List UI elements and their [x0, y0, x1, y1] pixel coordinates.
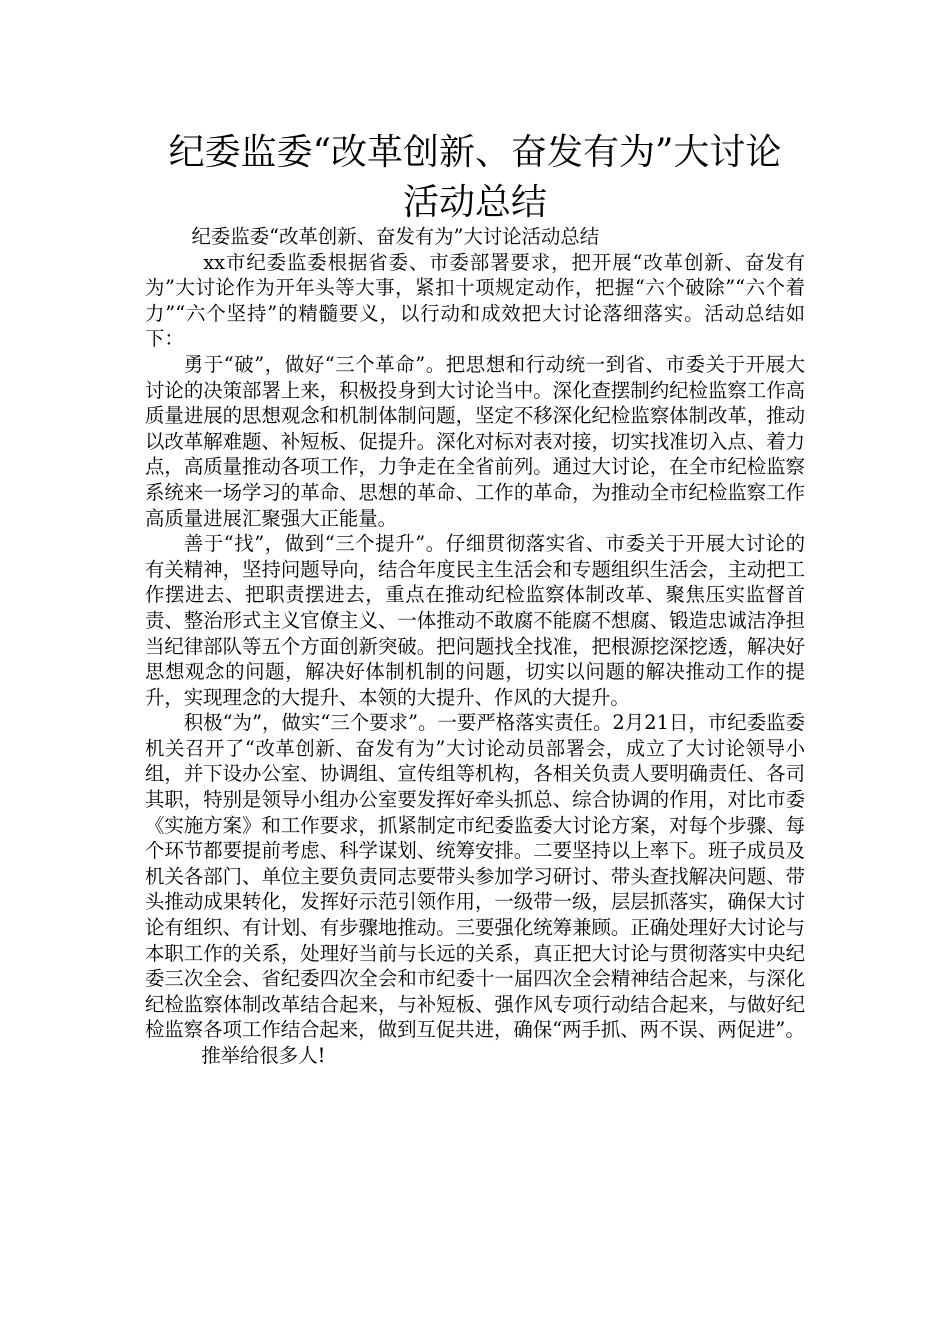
title-line-1: 纪委监委“改革创新、奋发有为”大讨论: [168, 132, 782, 173]
paragraph-wei: 积极“为”，做实“三个要求”。一要严格落实责任。2月21日，市纪委监委机关召开了“改革创新、奋发有为”大讨论动员部署会，成立了大讨论领导小组，并下设办公室、协调组、宣传组等机构，各相关负责人要明确责任、各司其职，特别是领导小组办公室要发挥好牵头抓总、综合协调的作用，对比市委《实施方案》和工作要求，抓紧制定市纪委监委大讨论方案，对每个步骤、每个环节都要提前考虑、科学谋划、统筹安排。二要坚持以上率下。班子成员及机关各部门、单位主要负责同志要带头参加学习研讨、带头查找解决问题、带头推动成果转化，发挥好示范引领作用，一级带一级，层层抓落实，确保大讨论有组织、有计划、有步骤地推动。三要强化统筹兼顾。正确处理好大讨论与本职工作的关系，处理好当前与长远的关系，真正把大讨论与贯彻落实中央纪委三次全会、省纪委四次全会和市纪委十一届四次全会精神结合起来，与深化纪检监察体制改革结合起来，与补短板、强作风专项行动结合起来，与做好纪检监察各项工作结合起来，做到互促共进，确保“两手抓、两不误、两促进”。: [145, 711, 805, 1042]
paragraph-intro: xx市纪委监委根据省委、市委部署要求，把开展“改革创新、奋发有为”大讨论作为开年头等大事，紧扣十项规定动作，把握“六个破除”“六个着力”“六个坚持”的精髓要义，以行动和成效把大讨论落细落实。活动总结如下：: [145, 250, 805, 351]
document-title: [145, 128, 805, 228]
paragraph-po: 勇于“破”，做好“三个革命”。把思想和行动统一到省、市委关于开展大讨论的决策部署上来，积极投身到大讨论当中。深化查摆制约纪检监察工作高质量进展的思想观念和机制体制问题，坚定不移深化纪检监察体制改革，推动以改革解难题、补短板、促提升。深化对标对表对接，切实找准切入点、着力点，高质量推动各项工作，力争走在全省前列。通过大讨论，在全市纪检监察系统来一场学习的革命、思想的革命、工作的革命，为推动全市纪检监察工作高质量进展汇聚强大正能量。: [145, 352, 805, 530]
document-subtitle: 纪委监委“改革创新、奋发有为”大讨论活动总结: [191, 225, 600, 248]
paragraph-zhao: 善于“找”，做到“三个提升”。仔细贯彻落实省、市委关于开展大讨论的有关精神，坚持问题导向，结合年度民主生活会和专题组织生活会，主动把工作摆进去、把职责摆进去，重点在推动纪检监察体制改革、聚焦压实监督首责、整治形式主义官僚主义、一体推动不敢腐不能腐不想腐、锻造忠诚洁净担当纪律部队等五个方面创新突破。把问题找全找准，把根源挖深挖透，解决好思想观念的问题，解决好体制机制的问题，切实以问题的解决推动工作的提升，实现理念的大提升、本领的大提升、作风的大提升。: [145, 532, 805, 709]
title-line-2: 活动总结: [402, 182, 547, 223]
document-body: [145, 224, 805, 1069]
closing-line: 推举给很多人!: [201, 1044, 326, 1067]
